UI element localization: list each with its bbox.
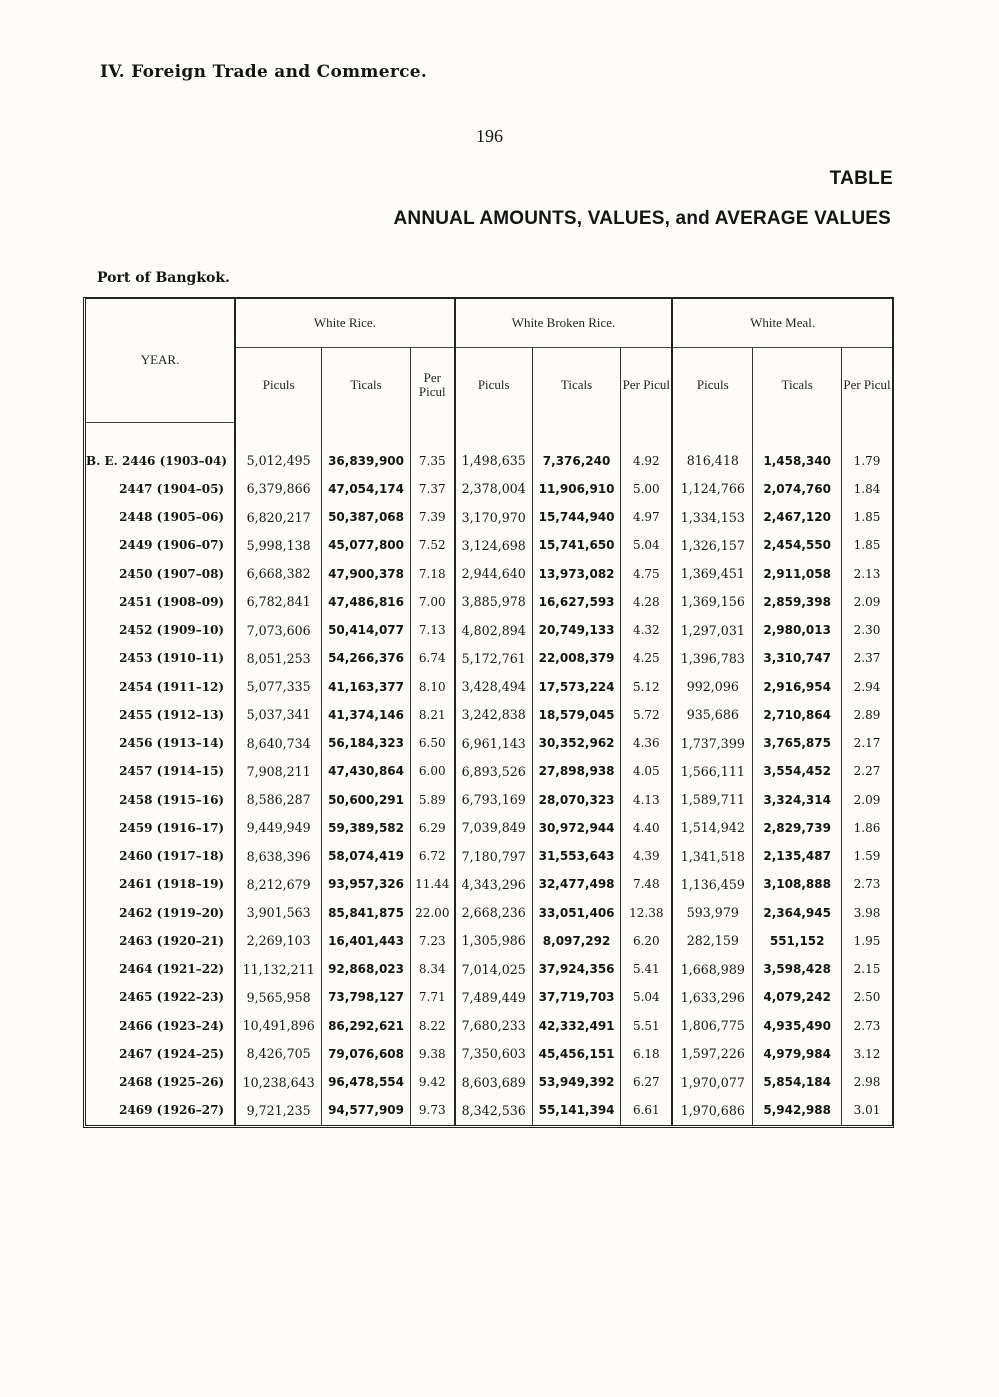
wr-per-picul-cell: 6.50 [410,729,454,757]
table-row [86,757,892,785]
wr-per-picul-cell: 6.29 [410,814,454,842]
wm-ticals-cell: 1,458,340 [753,447,842,475]
wbr-piculs-cell: 3,428,494 [455,673,533,701]
wm-piculs-cell: 992,096 [672,673,753,701]
year-cell: 2455 (1912–13) [119,707,225,722]
wr-per-picul-cell: 6.74 [410,644,454,672]
wbr-ticals-cell: 33,051,406 [532,899,621,927]
wbr-ticals-header: Ticals [532,348,621,423]
table-row [86,644,892,672]
table-title: ANNUAL AMOUNTS, VALUES, and AVERAGE VALUES [393,208,891,229]
wm-ticals-cell: 2,364,945 [753,899,842,927]
wm-per-picul-cell: 2.27 [842,757,893,785]
wbr-piculs-cell: 3,170,970 [455,503,533,531]
wr-ticals-cell: 85,841,875 [322,899,411,927]
table-row [86,475,892,503]
wbr-piculs-cell: 7,180,797 [455,842,533,870]
wr-piculs-cell: 9,449,949 [235,814,322,842]
wm-per-picul-cell: 2.98 [842,1068,893,1096]
year-cell: B. E. 2446 (1903–04) [86,453,228,468]
wbr-ticals-cell: 42,332,491 [532,1012,621,1040]
wbr-per-picul-header: Per Picul [621,348,672,423]
wbr-piculs-cell: 3,885,978 [455,588,533,616]
white-rice-header: White Rice. [235,299,455,348]
wbr-piculs-cell: 6,961,143 [455,729,533,757]
wm-piculs-cell: 1,326,157 [672,531,753,559]
wr-piculs-cell: 5,077,335 [235,673,322,701]
wr-per-picul-cell: 6.72 [410,842,454,870]
wr-per-picul-cell: 7.23 [410,927,454,955]
wr-ticals-cell: 47,900,378 [322,560,411,588]
wm-ticals-cell: 2,911,058 [753,560,842,588]
table-row [86,560,892,588]
wm-piculs-header: Piculs [672,348,753,423]
wm-piculs-cell: 1,334,153 [672,503,753,531]
wm-piculs-cell: 1,737,399 [672,729,753,757]
wm-ticals-cell: 3,554,452 [753,757,842,785]
wbr-ticals-cell: 13,973,082 [532,560,621,588]
wbr-ticals-cell: 53,949,392 [532,1068,621,1096]
wbr-ticals-cell: 15,741,650 [532,531,621,559]
wbr-ticals-cell: 7,376,240 [532,447,621,475]
wr-per-picul-cell: 7.71 [410,983,454,1011]
page-number: 196 [476,126,503,146]
wbr-piculs-cell: 2,668,236 [455,899,533,927]
wm-per-picul-cell: 1.85 [842,531,893,559]
wr-ticals-cell: 50,387,068 [322,503,411,531]
wm-piculs-cell: 1,297,031 [672,616,753,644]
wbr-per-picul-cell: 4.28 [621,588,672,616]
wm-per-picul-cell: 2.15 [842,955,893,983]
wbr-per-picul-cell: 5.51 [621,1012,672,1040]
wbr-ticals-cell: 30,972,944 [532,814,621,842]
wm-piculs-cell: 1,668,989 [672,955,753,983]
wr-piculs-cell: 8,426,705 [235,1040,322,1068]
table-row [86,701,892,729]
wbr-per-picul-cell: 4.13 [621,786,672,814]
wr-per-picul-cell: 8.22 [410,1012,454,1040]
wbr-per-picul-cell: 5.72 [621,701,672,729]
wm-per-picul-cell: 2.94 [842,673,893,701]
wr-piculs-cell: 2,269,103 [235,927,322,955]
wm-piculs-cell: 1,396,783 [672,644,753,672]
table-row [86,616,892,644]
wbr-per-picul-cell: 6.18 [621,1040,672,1068]
year-cell: 2452 (1909–10) [119,623,225,638]
wm-piculs-cell: 1,369,451 [672,560,753,588]
wm-per-picul-header: Per Picul [842,348,893,423]
table-row [86,1096,892,1124]
wm-ticals-cell: 4,079,242 [753,983,842,1011]
wr-ticals-cell: 16,401,443 [322,927,411,955]
wbr-ticals-cell: 22,008,379 [532,644,621,672]
year-cell: 2456 (1913–14) [119,736,225,751]
wm-piculs-cell: 1,124,766 [672,475,753,503]
wm-ticals-cell: 4,979,984 [753,1040,842,1068]
wbr-piculs-cell: 8,342,536 [455,1096,533,1124]
wbr-ticals-cell: 37,719,703 [532,983,621,1011]
table-row [86,503,892,531]
table-row [86,447,892,475]
wbr-piculs-cell: 6,793,169 [455,786,533,814]
wm-piculs-cell: 1,341,518 [672,842,753,870]
wr-per-picul-cell: 7.00 [410,588,454,616]
wr-piculs-cell: 9,565,958 [235,983,322,1011]
wm-piculs-cell: 1,806,775 [672,1012,753,1040]
wbr-piculs-cell: 7,350,603 [455,1040,533,1068]
wbr-per-picul-cell: 4.97 [621,503,672,531]
wm-per-picul-cell: 1.85 [842,503,893,531]
wr-ticals-cell: 59,389,582 [322,814,411,842]
wbr-ticals-cell: 11,906,910 [532,475,621,503]
wm-ticals-cell: 5,942,988 [753,1096,842,1124]
year-cell: 2467 (1924–25) [119,1046,225,1061]
wr-piculs-cell: 10,491,896 [235,1012,322,1040]
table-row [86,531,892,559]
wm-per-picul-cell: 2.09 [842,786,893,814]
wr-piculs-cell: 8,638,396 [235,842,322,870]
section-heading: IV. Foreign Trade and Commerce. [100,62,428,82]
wbr-piculs-cell: 1,305,986 [455,927,533,955]
wr-ticals-cell: 56,184,323 [322,729,411,757]
wm-per-picul-cell: 2.30 [842,616,893,644]
wm-ticals-cell: 2,467,120 [753,503,842,531]
wr-per-picul-cell: 9.73 [410,1096,454,1124]
wm-piculs-cell: 1,514,942 [672,814,753,842]
wbr-per-picul-cell: 5.04 [621,531,672,559]
wr-per-picul-cell: 8.21 [410,701,454,729]
wr-per-picul-cell: 7.52 [410,531,454,559]
wbr-ticals-cell: 28,070,323 [532,786,621,814]
wbr-per-picul-cell: 12.38 [621,899,672,927]
wm-per-picul-cell: 2.73 [842,870,893,898]
year-cell: 2447 (1904–05) [119,481,225,496]
wbr-ticals-cell: 31,553,643 [532,842,621,870]
wbr-piculs-cell: 2,378,004 [455,475,533,503]
year-cell: 2466 (1923–24) [119,1018,225,1033]
wm-ticals-cell: 4,935,490 [753,1012,842,1040]
wbr-per-picul-cell: 4.92 [621,447,672,475]
table-row [86,899,892,927]
wbr-ticals-cell: 18,579,045 [532,701,621,729]
wr-per-picul-cell: 11.44 [410,870,454,898]
wbr-per-picul-cell: 5.41 [621,955,672,983]
wbr-piculs-header: Piculs [455,348,533,423]
wbr-piculs-cell: 7,014,025 [455,955,533,983]
wr-piculs-cell: 6,379,866 [235,475,322,503]
wbr-per-picul-cell: 5.04 [621,983,672,1011]
year-cell: 2468 (1925–26) [119,1075,225,1090]
year-cell: 2458 (1915–16) [119,792,225,807]
wm-piculs-cell: 1,970,686 [672,1096,753,1124]
wr-piculs-cell: 3,901,563 [235,899,322,927]
wm-piculs-cell: 1,589,711 [672,786,753,814]
wbr-ticals-cell: 8,097,292 [532,927,621,955]
wm-ticals-cell: 5,854,184 [753,1068,842,1096]
wr-ticals-cell: 94,577,909 [322,1096,411,1124]
wr-ticals-cell: 79,076,608 [322,1040,411,1068]
wr-piculs-cell: 6,668,382 [235,560,322,588]
wbr-per-picul-cell: 6.27 [621,1068,672,1096]
trade-table [86,299,892,1125]
wbr-piculs-cell: 7,039,849 [455,814,533,842]
wr-piculs-header: Piculs [235,348,322,423]
wm-piculs-cell: 935,686 [672,701,753,729]
wr-per-picul-cell: 7.18 [410,560,454,588]
wbr-per-picul-cell: 4.36 [621,729,672,757]
wm-ticals-cell: 3,598,428 [753,955,842,983]
wbr-piculs-cell: 6,893,526 [455,757,533,785]
year-cell: 2465 (1922–23) [119,990,225,1005]
wm-per-picul-cell: 2.17 [842,729,893,757]
white-broken-rice-header: White Broken Rice. [455,299,673,348]
wbr-ticals-cell: 45,456,151 [532,1040,621,1068]
wbr-piculs-cell: 8,603,689 [455,1068,533,1096]
table-row [86,983,892,1011]
wm-piculs-cell: 282,159 [672,927,753,955]
table-label: TABLE [829,168,893,189]
year-cell: 2464 (1921–22) [119,962,225,977]
year-cell: 2457 (1914–15) [119,764,225,779]
wr-ticals-cell: 50,414,077 [322,616,411,644]
wbr-ticals-cell: 20,749,133 [532,616,621,644]
wbr-piculs-cell: 2,944,640 [455,560,533,588]
wr-ticals-cell: 86,292,621 [322,1012,411,1040]
table-row [86,842,892,870]
year-cell: 2451 (1908–09) [119,594,225,609]
wr-ticals-cell: 58,074,419 [322,842,411,870]
wm-per-picul-cell: 1.86 [842,814,893,842]
wbr-per-picul-cell: 4.32 [621,616,672,644]
wr-per-picul-header: Per Picul [410,348,454,423]
wm-ticals-cell: 2,710,864 [753,701,842,729]
wr-piculs-cell: 8,586,287 [235,786,322,814]
wm-ticals-cell: 551,152 [753,927,842,955]
wm-per-picul-cell: 2.89 [842,701,893,729]
wr-piculs-cell: 9,721,235 [235,1096,322,1124]
wr-ticals-cell: 36,839,900 [322,447,411,475]
wbr-piculs-cell: 4,343,296 [455,870,533,898]
wm-per-picul-cell: 2.37 [842,644,893,672]
wbr-per-picul-cell: 4.05 [621,757,672,785]
wm-ticals-cell: 2,980,013 [753,616,842,644]
wr-piculs-cell: 8,212,679 [235,870,322,898]
wr-piculs-cell: 6,820,217 [235,503,322,531]
wm-piculs-cell: 816,418 [672,447,753,475]
wm-ticals-header: Ticals [753,348,842,423]
wr-per-picul-cell: 6.00 [410,757,454,785]
wr-ticals-cell: 47,430,864 [322,757,411,785]
wbr-piculs-cell: 3,242,838 [455,701,533,729]
wm-per-picul-cell: 2.09 [842,588,893,616]
wm-ticals-cell: 2,829,739 [753,814,842,842]
table-row [86,1040,892,1068]
wbr-piculs-cell: 3,124,698 [455,531,533,559]
wr-ticals-cell: 41,163,377 [322,673,411,701]
wm-per-picul-cell: 1.59 [842,842,893,870]
wr-ticals-cell: 54,266,376 [322,644,411,672]
table-row [86,588,892,616]
table-body [86,422,892,1125]
wr-per-picul-cell: 8.34 [410,955,454,983]
year-header: YEAR. [86,299,235,422]
wbr-per-picul-cell: 5.00 [621,475,672,503]
year-cell: 2469 (1926–27) [119,1103,225,1118]
wm-ticals-cell: 3,108,888 [753,870,842,898]
wbr-ticals-cell: 17,573,224 [532,673,621,701]
wm-ticals-cell: 2,859,398 [753,588,842,616]
wm-per-picul-cell: 2.50 [842,983,893,1011]
year-cell: 2449 (1906–07) [119,538,225,553]
year-cell: 2461 (1918–19) [119,877,225,892]
wr-ticals-cell: 73,798,127 [322,983,411,1011]
wr-piculs-cell: 11,132,211 [235,955,322,983]
wm-per-picul-cell: 1.79 [842,447,893,475]
wr-per-picul-cell: 22.00 [410,899,454,927]
wbr-per-picul-cell: 6.20 [621,927,672,955]
table-row [86,814,892,842]
table-row [86,1068,892,1096]
wbr-ticals-cell: 30,352,962 [532,729,621,757]
wr-per-picul-cell: 7.13 [410,616,454,644]
wm-per-picul-cell: 1.95 [842,927,893,955]
wbr-piculs-cell: 7,680,233 [455,1012,533,1040]
wr-ticals-header: Ticals [322,348,411,423]
wm-piculs-cell: 593,979 [672,899,753,927]
wr-ticals-cell: 41,374,146 [322,701,411,729]
wm-ticals-cell: 3,310,747 [753,644,842,672]
wbr-per-picul-cell: 4.39 [621,842,672,870]
wr-per-picul-cell: 7.37 [410,475,454,503]
wm-piculs-cell: 1,633,296 [672,983,753,1011]
wr-piculs-cell: 8,640,734 [235,729,322,757]
table-row [86,673,892,701]
wbr-ticals-cell: 27,898,938 [532,757,621,785]
year-cell: 2454 (1911–12) [119,679,225,694]
port-label: Port of Bangkok. [97,270,230,286]
wbr-per-picul-cell: 4.75 [621,560,672,588]
year-cell: 2453 (1910–11) [119,651,225,666]
wr-piculs-cell: 5,037,341 [235,701,322,729]
wm-ticals-cell: 2,916,954 [753,673,842,701]
wm-ticals-cell: 2,135,487 [753,842,842,870]
wbr-ticals-cell: 15,744,940 [532,503,621,531]
wm-ticals-cell: 2,074,760 [753,475,842,503]
table-row [86,955,892,983]
wbr-ticals-cell: 55,141,394 [532,1096,621,1124]
wr-piculs-cell: 5,998,138 [235,531,322,559]
table-row [86,1012,892,1040]
wr-per-picul-cell: 7.39 [410,503,454,531]
table-row [86,729,892,757]
wbr-per-picul-cell: 4.40 [621,814,672,842]
wr-piculs-cell: 10,238,643 [235,1068,322,1096]
wm-per-picul-cell: 2.13 [842,560,893,588]
wr-per-picul-cell: 9.42 [410,1068,454,1096]
wm-piculs-cell: 1,369,156 [672,588,753,616]
wm-per-picul-cell: 3.01 [842,1096,893,1124]
trade-table-frame [83,297,894,1128]
wr-per-picul-cell: 7.35 [410,447,454,475]
wbr-ticals-cell: 37,924,356 [532,955,621,983]
wm-per-picul-cell: 2.73 [842,1012,893,1040]
wbr-per-picul-cell: 6.61 [621,1096,672,1124]
wr-ticals-cell: 45,077,800 [322,531,411,559]
wbr-piculs-cell: 7,489,449 [455,983,533,1011]
table-row [86,786,892,814]
wm-ticals-cell: 3,324,314 [753,786,842,814]
table-row [86,927,892,955]
wm-piculs-cell: 1,566,111 [672,757,753,785]
wbr-ticals-cell: 32,477,498 [532,870,621,898]
wr-piculs-cell: 6,782,841 [235,588,322,616]
wbr-piculs-cell: 1,498,635 [455,447,533,475]
wm-piculs-cell: 1,136,459 [672,870,753,898]
year-cell: 2463 (1920–21) [119,933,225,948]
wr-piculs-cell: 5,012,495 [235,447,322,475]
year-cell: 2448 (1905–06) [119,510,225,525]
wbr-per-picul-cell: 4.25 [621,644,672,672]
wbr-piculs-cell: 4,802,894 [455,616,533,644]
year-cell: 2462 (1919–20) [119,905,225,920]
table-row [86,870,892,898]
white-meal-header: White Meal. [672,299,892,348]
wbr-ticals-cell: 16,627,593 [532,588,621,616]
wr-piculs-cell: 7,073,606 [235,616,322,644]
wr-ticals-cell: 47,486,816 [322,588,411,616]
wr-ticals-cell: 93,957,326 [322,870,411,898]
year-cell: 2460 (1917–18) [119,849,225,864]
wbr-per-picul-cell: 5.12 [621,673,672,701]
year-cell: 2450 (1907–08) [119,566,225,581]
wm-ticals-cell: 3,765,875 [753,729,842,757]
wm-per-picul-cell: 3.98 [842,899,893,927]
year-cell: 2459 (1916–17) [119,820,225,835]
wm-piculs-cell: 1,970,077 [672,1068,753,1096]
wr-piculs-cell: 8,051,253 [235,644,322,672]
wr-piculs-cell: 7,908,211 [235,757,322,785]
wm-per-picul-cell: 1.84 [842,475,893,503]
wr-ticals-cell: 96,478,554 [322,1068,411,1096]
wr-ticals-cell: 47,054,174 [322,475,411,503]
wr-per-picul-cell: 9.38 [410,1040,454,1068]
wr-per-picul-cell: 8.10 [410,673,454,701]
wm-piculs-cell: 1,597,226 [672,1040,753,1068]
wr-ticals-cell: 92,868,023 [322,955,411,983]
wbr-piculs-cell: 5,172,761 [455,644,533,672]
wm-per-picul-cell: 3.12 [842,1040,893,1068]
wr-per-picul-cell: 5.89 [410,786,454,814]
wr-ticals-cell: 50,600,291 [322,786,411,814]
wm-ticals-cell: 2,454,550 [753,531,842,559]
wbr-per-picul-cell: 7.48 [621,870,672,898]
